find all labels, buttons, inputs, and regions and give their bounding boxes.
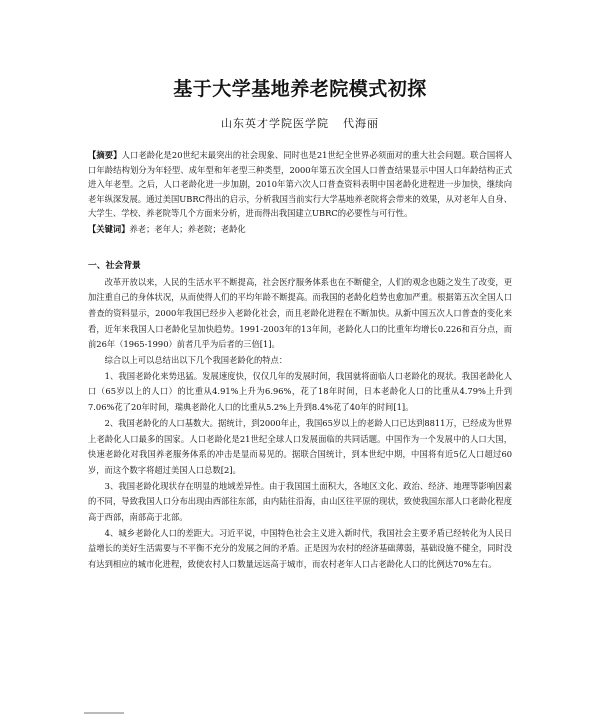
- keywords-text: 养老；老年人；养老院；老龄化: [129, 223, 246, 234]
- body-paragraph: 综合以上可以总结出以下几个我国老龄化的特点：: [104, 355, 288, 366]
- author-line: [84, 115, 516, 131]
- abstract-block: [84, 148, 516, 221]
- paper-title: 基于大学基地养老院模式初探: [173, 78, 427, 100]
- keywords-label: 【关键词】: [88, 223, 130, 234]
- body-paragraph: 2、我国老龄化的人口基数大。据统计，到2000年止，我国65岁以上的老龄人口已达到8811万，已经成为世界上老龄化人口最多的国家。人口老龄化是21世纪全球人口发展面临的共同话题。中国作为一个发展中的人口大国，快速老龄化对我国养老服务体系的冲击是显而易见的。据联合国统计，到本世纪中期，中国将有近5亿人口超过60岁，而这个数字将超过美国人口总数[2]。: [88, 417, 512, 475]
- body-paragraph: 3、我国老龄化现状存在明显的地域差异性。由于我国国土面积大，各地区文化、政治、经济、地理等影响因素的不同，导致我国人口分布出现由西部往东部，由内陆往沿海，由山区往平原的现状，致使我国东部人口老龄化程度高于西部，南部高于北部。: [88, 480, 512, 523]
- body-paragraph: 1、我国老龄化来势迅猛。发展速度快，仅仅几年的发展时间，我国就将面临人口老龄化的现状。我国老龄化人口（65岁以上的人口）的比重从4.91%上升为6.96%，花了18年时间，日本老龄化人口的比重从4.79%上升到7.06%花了20年时间，瑞典老龄化人口的比重从5.2%上升到8.4%花了40年的时间[1]。: [88, 370, 512, 413]
- body-paragraph: 4、城乡老龄化人口的差距大。习近平说，中国特色社会主义进入新时代，我国社会主要矛盾已经转化为人民日益增长的美好生活需要与不平衡不充分的发展之间的矛盾。正是因为农村的经济基础薄弱，基础设施不健全，同时没有达到相应的城市化进程，致使农村人口数量远远高于城市，而农村老年人口占老龄化人口的比例达70%左右。: [88, 527, 512, 570]
- section-heading: 一、社会背景: [88, 260, 141, 271]
- abstract-text: 人口老龄化是20世纪末最突出的社会现象、同时也是21世纪全世界必须面对的重大社会问题。联合国将人口年龄结构划分为年轻型、成年型和年老型三种类型，2000年第五次全国人口普查结果显示中国人口年龄结构正式进入年老型。之后，人口老龄化进一步加剧，2010年第六次人口普查资料表明中国老龄化进程进一步加快，继续向老年纵深发展。通过美国UBRC得出的启示，分析我国当前实行大学基地养老院将会带来的效果，从对老年人自身、大学生、学校、养老院等几个方面来分析，进而得出我国建立UBRC的必要性与可行性。: [88, 150, 512, 218]
- abstract-label: 【摘要】: [88, 150, 122, 160]
- footer-mark: [84, 712, 124, 714]
- keywords-block: [84, 222, 516, 236]
- body-paragraph: 改革开放以来，人民的生活水平不断提高，社会医疗服务体系也在不断健全，人们的观念也随之发生了改变，更加注重自己的身体状况，从而使得人们的平均年龄不断提高。而我国的老龄化趋势也愈加严重。根据第五次全国人口普查的资料显示，2000年我国已经步入老龄化社会，而且老龄化进程在不断加快。从新中国五次人口普查的变化来看，近年来我国人口老龄化呈加快趋势。1991-2003年的13年间，老龄化人口的比重年均增长0.226和百分点，而前26年（1965-1990）前者几乎为后者的三倍[1]。: [88, 276, 512, 350]
- section-body: [84, 275, 516, 573]
- author-affiliation: 山东英才学院医学院: [221, 117, 329, 130]
- author-name: 代海丽: [343, 117, 379, 130]
